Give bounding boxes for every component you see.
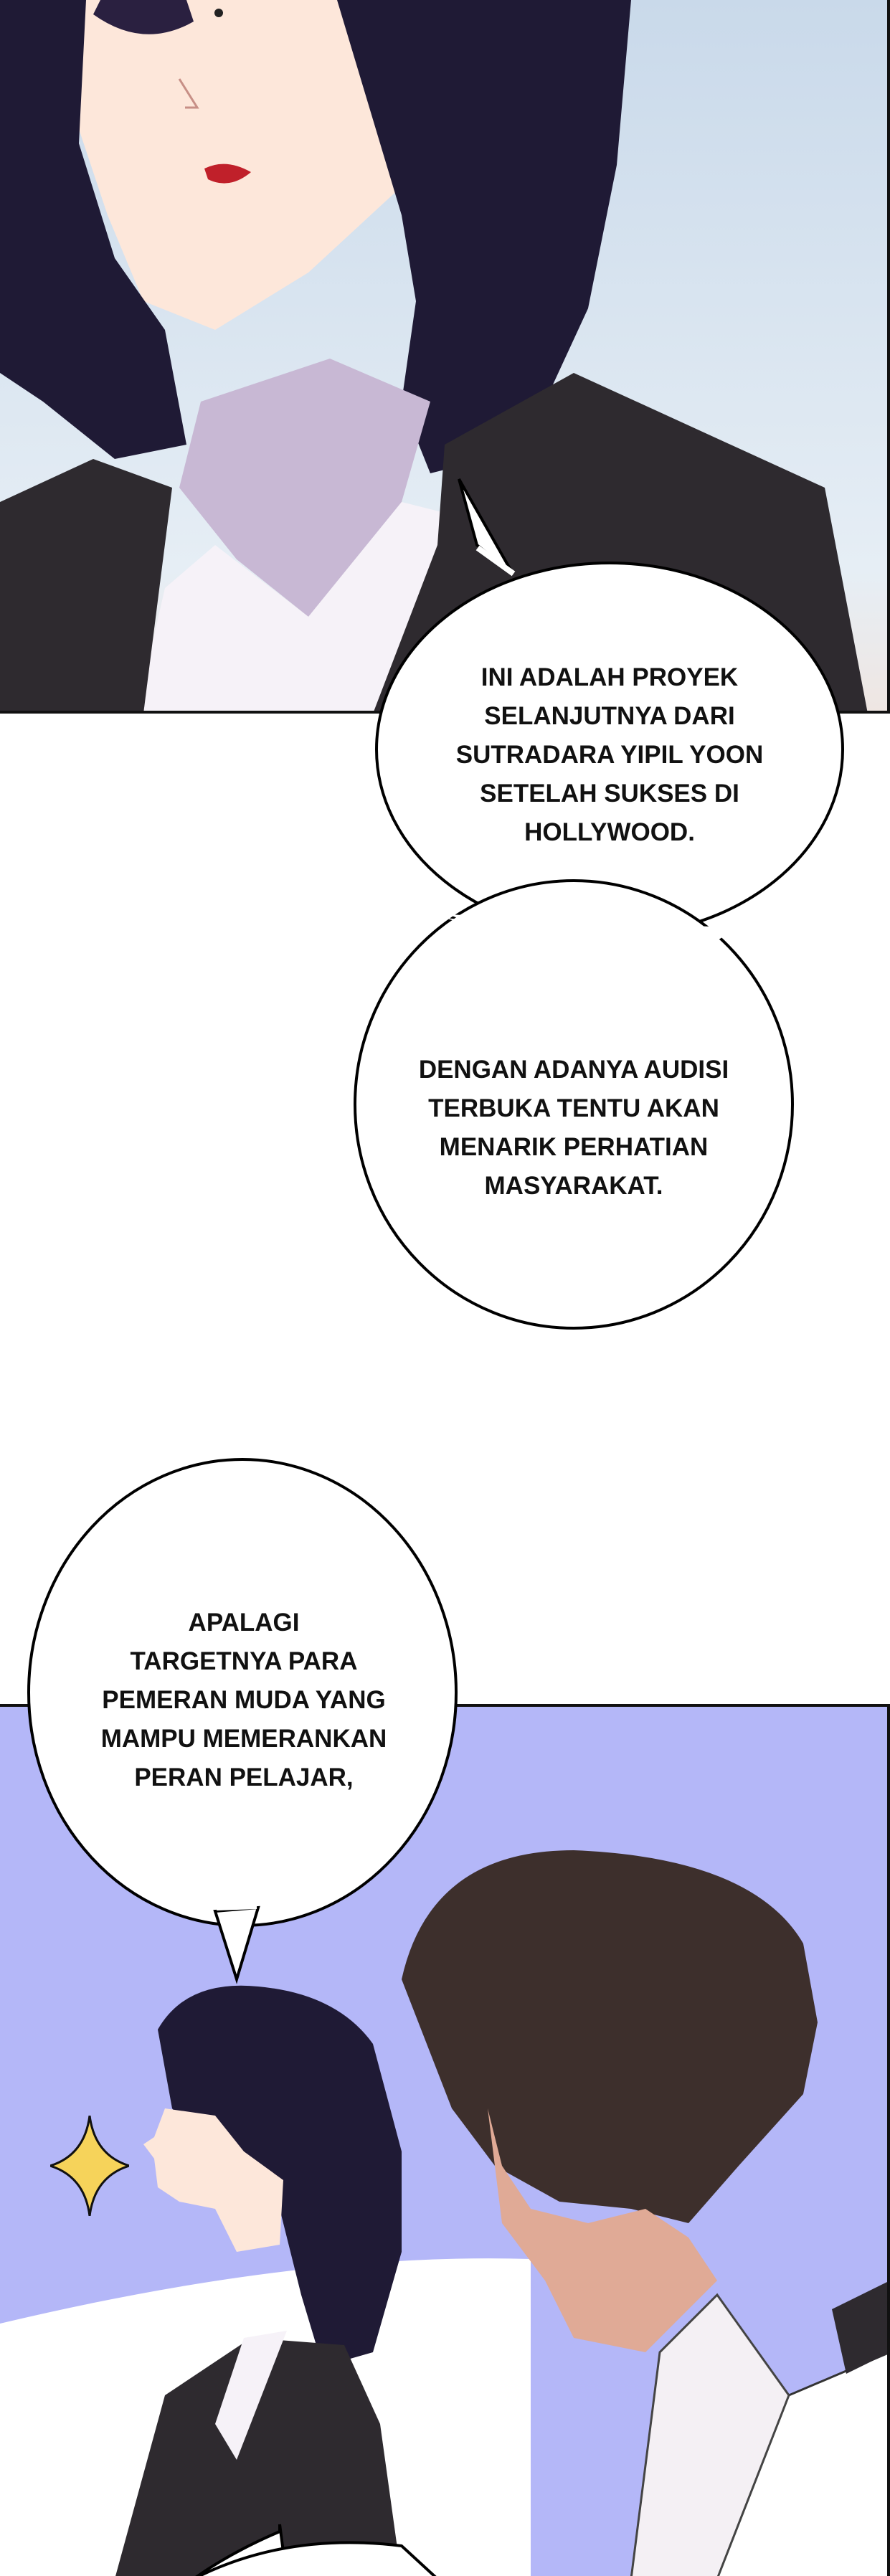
bubble-1-line-3: SUTRADARA YIPIL YOON [455, 741, 764, 769]
bubble-1-line-5: HOLLYWOOD. [524, 818, 695, 846]
bubble-1-line-4: SETELAH SUKSES DI [480, 780, 739, 808]
bubble-2-line-4: MASYARAKAT. [484, 1172, 663, 1200]
bubble-3-line-1: APALAGI [188, 1609, 300, 1637]
bubble-2-line-2: TERBUKA TENTU AKAN [428, 1094, 719, 1122]
bubble-3-line-2: TARGETNYA PARA [130, 1647, 358, 1675]
bubble-1-line-1: INI ADALAH PROYEK [480, 663, 739, 691]
bubble-3-line-4: MAMPU MEMERANKAN [100, 1725, 387, 1753]
bubble-3-line-5: PERAN PELAJAR, [134, 1763, 354, 1791]
bubble-1-text [416, 658, 803, 852]
bubble-3-line-3: PEMERAN MUDA YANG [102, 1686, 386, 1714]
bubble-2-line-3: MENARIK PERHATIAN [439, 1133, 709, 1161]
bubble-3-text [57, 1604, 430, 1797]
bubble-2-text [373, 1051, 775, 1206]
bubble-3-tail [215, 1908, 258, 1979]
bubble-2-line-1: DENGAN ADANYA AUDISI [418, 1056, 729, 1084]
bubble-1-line-2: SELANJUTNYA DARI [484, 702, 735, 730]
